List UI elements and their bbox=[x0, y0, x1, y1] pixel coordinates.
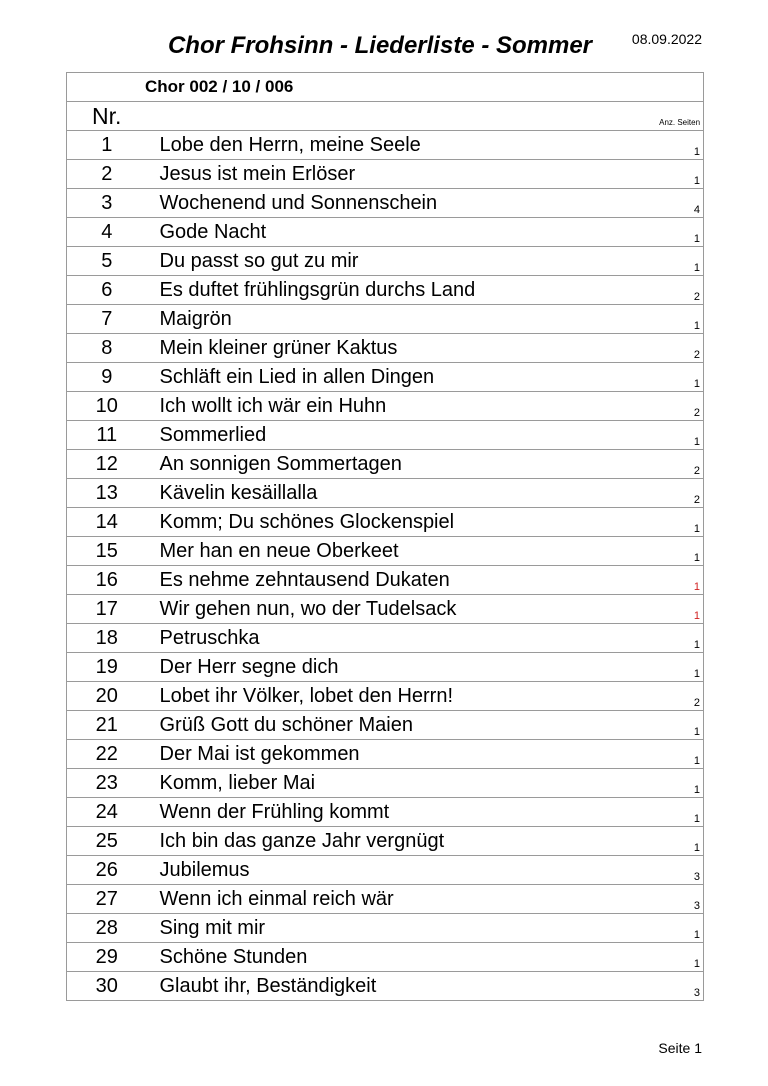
table-row bbox=[67, 769, 704, 798]
song-page-count: 1 bbox=[594, 131, 704, 160]
table-row bbox=[67, 218, 704, 247]
song-title: Komm; Du schönes Glockenspiel bbox=[147, 508, 594, 537]
song-number: 8 bbox=[67, 334, 147, 363]
table-row bbox=[67, 856, 704, 885]
table-row bbox=[67, 160, 704, 189]
table-row bbox=[67, 421, 704, 450]
table-row bbox=[67, 566, 704, 595]
song-number: 1 bbox=[67, 131, 147, 160]
song-title: Ich bin das ganze Jahr vergnügt bbox=[147, 827, 594, 856]
song-number: 4 bbox=[67, 218, 147, 247]
song-page-count: 1 bbox=[594, 595, 704, 624]
song-number: 18 bbox=[67, 624, 147, 653]
song-page-count: 1 bbox=[594, 798, 704, 827]
song-title: Wenn ich einmal reich wär bbox=[147, 885, 594, 914]
song-title: Mer han en neue Oberkeet bbox=[147, 537, 594, 566]
song-title: Es nehme zehntausend Dukaten bbox=[147, 566, 594, 595]
song-page-count: 1 bbox=[594, 421, 704, 450]
song-number: 10 bbox=[67, 392, 147, 421]
song-number: 7 bbox=[67, 305, 147, 334]
song-page-count: 1 bbox=[594, 653, 704, 682]
song-page-count: 1 bbox=[594, 914, 704, 943]
song-title: Wir gehen nun, wo der Tudelsack bbox=[147, 595, 594, 624]
choir-id-row bbox=[67, 73, 704, 102]
song-number: 16 bbox=[67, 566, 147, 595]
song-number: 22 bbox=[67, 740, 147, 769]
song-title: Schöne Stunden bbox=[147, 943, 594, 972]
song-page-count: 2 bbox=[594, 334, 704, 363]
song-title: Jubilemus bbox=[147, 856, 594, 885]
song-page-count: 1 bbox=[594, 305, 704, 334]
song-number: 19 bbox=[67, 653, 147, 682]
song-number: 29 bbox=[67, 943, 147, 972]
table-row bbox=[67, 653, 704, 682]
table-row bbox=[67, 392, 704, 421]
table-row bbox=[67, 247, 704, 276]
song-table bbox=[66, 72, 704, 1001]
table-row bbox=[67, 798, 704, 827]
song-number: 9 bbox=[67, 363, 147, 392]
song-number: 13 bbox=[67, 479, 147, 508]
table-row bbox=[67, 131, 704, 160]
song-number: 20 bbox=[67, 682, 147, 711]
song-number: 26 bbox=[67, 856, 147, 885]
song-number: 21 bbox=[67, 711, 147, 740]
document-date: 08.09.2022 bbox=[631, 31, 702, 47]
column-header-title bbox=[147, 102, 594, 131]
table-row bbox=[67, 972, 704, 1001]
page-number: Seite 1 bbox=[658, 1040, 702, 1056]
table-row bbox=[67, 943, 704, 972]
song-title: Petruschka bbox=[147, 624, 594, 653]
table-row bbox=[67, 885, 704, 914]
column-header-nr: Nr. bbox=[67, 102, 147, 131]
song-page-count: 1 bbox=[594, 740, 704, 769]
song-page-count: 3 bbox=[594, 885, 704, 914]
song-title: Mein kleiner grüner Kaktus bbox=[147, 334, 594, 363]
song-number: 14 bbox=[67, 508, 147, 537]
table-row bbox=[67, 479, 704, 508]
table-row bbox=[67, 682, 704, 711]
song-page-count: 1 bbox=[594, 769, 704, 798]
song-table-body bbox=[67, 73, 704, 1001]
table-row bbox=[67, 537, 704, 566]
song-number: 6 bbox=[67, 276, 147, 305]
song-number: 11 bbox=[67, 421, 147, 450]
table-row bbox=[67, 334, 704, 363]
song-title: Glaubt ihr, Beständigkeit bbox=[147, 972, 594, 1001]
song-title: Wenn der Frühling kommt bbox=[147, 798, 594, 827]
table-row bbox=[67, 189, 704, 218]
song-number: 25 bbox=[67, 827, 147, 856]
song-title: Lobe den Herrn, meine Seele bbox=[147, 131, 594, 160]
song-title: Kävelin kesäillalla bbox=[147, 479, 594, 508]
song-page-count: 4 bbox=[594, 189, 704, 218]
song-number: 5 bbox=[67, 247, 147, 276]
table-row bbox=[67, 740, 704, 769]
song-number: 23 bbox=[67, 769, 147, 798]
song-number: 30 bbox=[67, 972, 147, 1001]
song-page-count: 2 bbox=[594, 276, 704, 305]
song-page-count: 3 bbox=[594, 972, 704, 1001]
table-row bbox=[67, 827, 704, 856]
song-page-count: 1 bbox=[594, 363, 704, 392]
song-page-count: 1 bbox=[594, 160, 704, 189]
song-page-count: 2 bbox=[594, 392, 704, 421]
song-page-count: 1 bbox=[594, 711, 704, 740]
song-number: 12 bbox=[67, 450, 147, 479]
song-page-count: 1 bbox=[594, 566, 704, 595]
song-page-count: 1 bbox=[594, 943, 704, 972]
table-row bbox=[67, 363, 704, 392]
table-row bbox=[67, 711, 704, 740]
song-number: 15 bbox=[67, 537, 147, 566]
song-title: Sing mit mir bbox=[147, 914, 594, 943]
song-page-count: 2 bbox=[594, 450, 704, 479]
song-title: Grüß Gott du schöner Maien bbox=[147, 711, 594, 740]
song-number: 28 bbox=[67, 914, 147, 943]
song-title: An sonnigen Sommertagen bbox=[147, 450, 594, 479]
song-title: Maigrön bbox=[147, 305, 594, 334]
song-page-count: 1 bbox=[594, 508, 704, 537]
table-header-row bbox=[67, 102, 704, 131]
choir-id: Chor 002 / 10 / 006 bbox=[67, 73, 704, 102]
song-page-count: 3 bbox=[594, 856, 704, 885]
song-title: Du passt so gut zu mir bbox=[147, 247, 594, 276]
table-row bbox=[67, 624, 704, 653]
song-title: Gode Nacht bbox=[147, 218, 594, 247]
song-title: Sommerlied bbox=[147, 421, 594, 450]
column-header-pages: Anz. Seiten bbox=[594, 102, 704, 131]
table-row bbox=[67, 450, 704, 479]
table-row bbox=[67, 276, 704, 305]
song-page-count: 1 bbox=[594, 218, 704, 247]
song-title: Ich wollt ich wär ein Huhn bbox=[147, 392, 594, 421]
song-page-count: 2 bbox=[594, 682, 704, 711]
song-page-count: 1 bbox=[594, 624, 704, 653]
table-row bbox=[67, 595, 704, 624]
song-page-count: 1 bbox=[594, 827, 704, 856]
song-title: Der Herr segne dich bbox=[147, 653, 594, 682]
song-page-count: 1 bbox=[594, 247, 704, 276]
song-number: 3 bbox=[67, 189, 147, 218]
song-title: Jesus ist mein Erlöser bbox=[147, 160, 594, 189]
song-title: Der Mai ist gekommen bbox=[147, 740, 594, 769]
song-title: Wochenend und Sonnenschein bbox=[147, 189, 594, 218]
song-page-count: 2 bbox=[594, 479, 704, 508]
song-number: 17 bbox=[67, 595, 147, 624]
song-title: Es duftet frühlingsgrün durchs Land bbox=[147, 276, 594, 305]
song-number: 2 bbox=[67, 160, 147, 189]
song-title: Schläft ein Lied in allen Dingen bbox=[147, 363, 594, 392]
song-title: Komm, lieber Mai bbox=[147, 769, 594, 798]
table-row bbox=[67, 914, 704, 943]
page-title: Chor Frohsinn - Liederliste - Sommer bbox=[167, 32, 593, 59]
song-number: 24 bbox=[67, 798, 147, 827]
song-title: Lobet ihr Völker, lobet den Herrn! bbox=[147, 682, 594, 711]
song-number: 27 bbox=[67, 885, 147, 914]
table-row bbox=[67, 305, 704, 334]
song-page-count: 1 bbox=[594, 537, 704, 566]
table-row bbox=[67, 508, 704, 537]
